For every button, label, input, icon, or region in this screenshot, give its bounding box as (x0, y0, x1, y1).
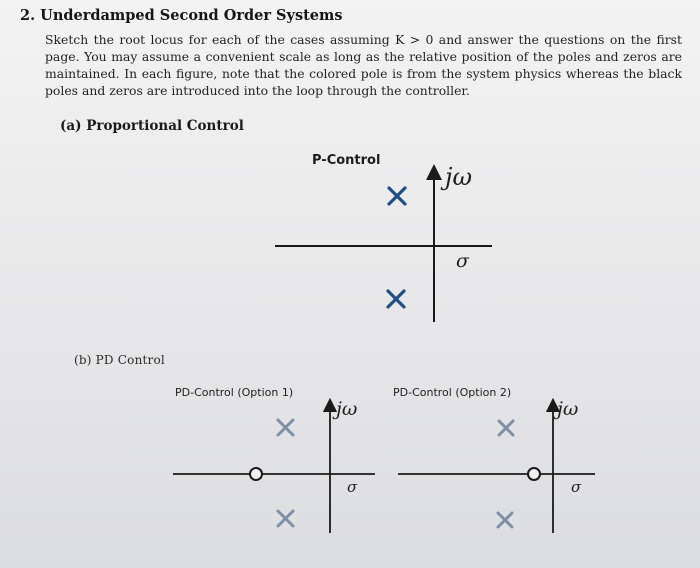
p-control-diagram (275, 172, 492, 322)
pd-option1-zero (250, 468, 262, 480)
problem-title: 2. Underdamped Second Order Systems (20, 7, 343, 24)
pd-option1-pole-lower (278, 511, 293, 526)
pd-option2-imag-axis-label: jω (557, 398, 579, 420)
pd-option1-real-axis-label: σ (347, 478, 358, 496)
pd-option1-pole-upper (278, 420, 293, 435)
p-control-title: P-Control (312, 153, 381, 168)
pd-option2-diagram (398, 405, 595, 533)
problem-instructions: Sketch the root locus for each of the cases assuming K > 0 and answer the questions on the first page. You may assume a convenient scale as long as the relative position of the poles and zeros are maintained. In each figure, note that the colored pole is from the system physics whereas the black poles and zeros are introduced into the loop through the controller. (45, 32, 682, 98)
p-control-pole-lower (388, 291, 404, 307)
pd-option1-title: PD-Control (Option 1) (175, 386, 294, 399)
p-control-imag-axis-label: jω (445, 163, 473, 191)
pd-option2-pole-lower (498, 513, 512, 527)
pd-option2-zero (528, 468, 540, 480)
p-control-real-axis-label: σ (456, 250, 469, 272)
pd-option1-diagram (173, 405, 375, 533)
pd-option2-real-axis-label: σ (571, 478, 582, 496)
p-control-pole-upper (389, 188, 405, 204)
part-b-label: (b) PD Control (74, 353, 165, 367)
pd-option1-imag-axis-label: jω (336, 398, 358, 420)
pd-option2-title: PD-Control (Option 2) (393, 386, 512, 399)
pd-option2-pole-upper (499, 421, 513, 435)
part-a-label: (a) Proportional Control (60, 118, 244, 134)
